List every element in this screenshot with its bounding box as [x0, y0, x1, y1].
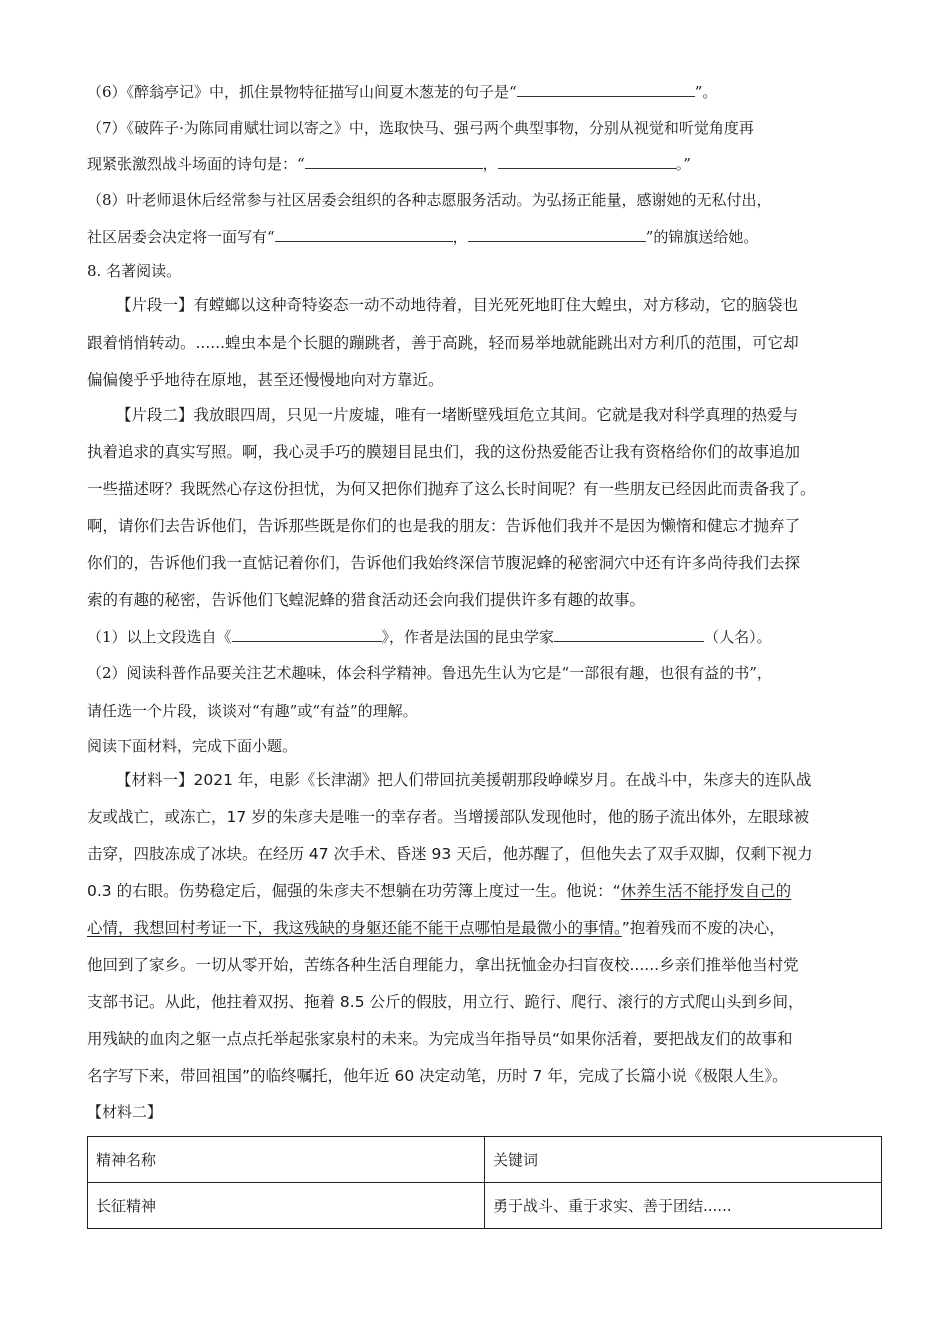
fragment-1-line3: 偏偏傻乎乎地待在原地，甚至还慢慢地向对方靠近。: [87, 371, 444, 389]
material-text: 2021 年，电影《长津湖》把人们带回抗美援朝那段峥嵘岁月。在战斗中，朱彦夫的连队战: [193, 771, 812, 789]
table-row: [88, 1183, 882, 1229]
fragment-label: 【片段二】: [116, 406, 194, 424]
instruction: 阅读下面材料，完成下面小题。: [87, 737, 298, 755]
fragment-2-line6: 索的有趣的秘密，告诉他们飞蝗泥蜂的猎食活动还会向我们提供许多有趣的故事。: [87, 591, 646, 609]
sub-question-2-line2: 请任选一个片段，谈谈对“有趣”或“有益”的理解。: [87, 702, 418, 720]
material-1-line1: [116, 770, 811, 790]
fragment-2-line1: [116, 405, 798, 425]
question-7-text: 现紧张激烈战斗场面的诗句是：“: [87, 155, 305, 173]
answer-blank[interactable]: [517, 82, 695, 97]
fragment-text: 有螳螂以这种奇特姿态一动不动地待着，目光死死地盯住大蝗虫，对方移动，它的脑袋也: [193, 296, 799, 314]
answer-blank[interactable]: [468, 227, 646, 242]
material-1-line8: 用残缺的血肉之躯一点点托举起张家泉村的未来。为完成当年指导员“如果你活着，要把战友们的故事和: [87, 1030, 793, 1048]
answer-blank[interactable]: [305, 154, 483, 169]
fragment-2-line5: 你们的，告诉他们我一直惦记着你们，告诉他们我始终深信节腹泥蜂的秘密洞穴中还有许多尚待我们去探: [87, 554, 801, 572]
material-text: 0.3 的右眼。伤势稳定后，倔强的朱彦夫不想躺在功劳簿上度过一生。他说：“: [87, 882, 621, 900]
sub-question-2-line1: （2）阅读科普作品要关注艺术趣味，体会科学精神。鲁迅先生认为它是“一部很有趣，也很有益的书”，: [87, 664, 772, 682]
fragment-label: 【片段一】: [116, 296, 194, 314]
sub-question-1-end: （人名）。: [704, 628, 772, 646]
material-1-line9: 名字写下来，带回祖国”的临终嘱托，他年近 60 决定动笔，历时 7 年，完成了长篇小说《极限人生》。: [87, 1067, 788, 1085]
answer-blank[interactable]: [232, 627, 382, 642]
question-6-text: （6）《醉翁亭记》中，抓住景物特征描写山间夏木葱茏的句子是“: [87, 83, 517, 101]
sub-question-1: [87, 627, 772, 647]
material-text: ”抱着残而不废的决心，: [621, 919, 785, 937]
fragment-2-line2: 执着追求的真实写照。啊，我心灵手巧的膜翅目昆虫们，我的这份热爱能否让我有资格给你们的故事追加: [87, 443, 801, 461]
material-1-line6: 他回到了家乡。一切从零开始，苦练各种生活自理能力，拿出抚恤金办扫盲夜校......乡亲们推举他当村党: [87, 956, 799, 974]
question-8-line2: [87, 227, 758, 247]
material-1-line2: 友或战亡，或冻亡，17 岁的朱彦夫是唯一的幸存者。当增援部队发现他时，他的肠子流出体外，左眼球被: [87, 808, 810, 826]
material-1-line7: 支部书记。从此，他拄着双拐、拖着 8.5 公斤的假肢，用立行、跪行、爬行、滚行的方式爬山头到乡间，: [87, 993, 804, 1011]
question-6-end: ”。: [694, 83, 718, 101]
fragment-2-line3: 一些描述呀？我既然心存这份担忧，为何又把你们抛弃了这么长时间呢？有一些朋友已经因此而责备我了。: [87, 480, 816, 498]
answer-blank[interactable]: [275, 227, 453, 242]
material-2-label: 【材料二】: [87, 1103, 163, 1121]
answer-blank[interactable]: [498, 154, 676, 169]
question-8-text: 社区居委会决定将一面写有“: [87, 228, 275, 246]
material-1-line3: 击穿，四肢冻成了冰块。在经历 47 次手术、昏迷 93 天后，他苏醒了，但他失去了双手双脚，仅剩下视力: [87, 845, 813, 863]
material-1-line4: [87, 881, 791, 901]
table-cell: 长征精神: [88, 1183, 485, 1229]
question-7-end: 。”: [675, 155, 691, 173]
spirit-table: [87, 1136, 882, 1229]
separator: ，: [452, 228, 468, 246]
table-cell: 勇于战斗、重于求实、善于团结......: [485, 1183, 882, 1229]
question-7-line2: [87, 154, 691, 174]
fragment-2-line4: 啊，请你们去告诉他们，告诉那些既是你们的也是我的朋友：告诉他们我并不是因为懒惰和健忘才抛弃了: [87, 517, 801, 535]
table-header-row: [88, 1137, 882, 1183]
underlined-quote: 休养生活不能抒发自己的: [620, 882, 792, 900]
question-8-line1: （8）叶老师退休后经常参与社区居委会组织的各种志愿服务活动。为弘扬正能量，感谢她的无私付出，: [87, 191, 772, 209]
separator: ，: [482, 155, 498, 173]
fragment-1-line2: 跟着悄悄转动。......蝗虫本是个长腿的蹦跳者，善于高跳，轻而易举地就能跳出对方利爪的范围，可它却: [87, 334, 799, 352]
material-1-line5: [87, 918, 785, 938]
material-label: 【材料一】: [116, 771, 194, 789]
fragment-1-line1: [116, 295, 798, 315]
fragment-text: 我放眼四周，只见一片废墟，唯有一堵断壁残垣危立其间。它就是我对科学真理的热爱与: [193, 406, 799, 424]
question-7-line1: （7）《破阵子·为陈同甫赋壮词以寄之》中，选取快马、强弓两个典型事物，分别从视觉和听觉角度再: [87, 119, 754, 137]
sub-question-1-middle: 》，作者是法国的昆虫学家: [381, 628, 555, 646]
answer-blank[interactable]: [554, 627, 704, 642]
question-6: [87, 82, 717, 102]
sub-question-1-text: （1）以上文段选自《: [87, 628, 232, 646]
table-header-cell: 精神名称: [88, 1137, 485, 1183]
table-header-cell: 关键词: [485, 1137, 882, 1183]
question-8-end: ”的锦旗送给她。: [645, 228, 759, 246]
underlined-quote: 心情，我想回村考证一下，我这残缺的身躯还能不能干点哪怕是最微小的事情。: [87, 919, 622, 937]
section-title: 8. 名著阅读。: [87, 262, 182, 280]
